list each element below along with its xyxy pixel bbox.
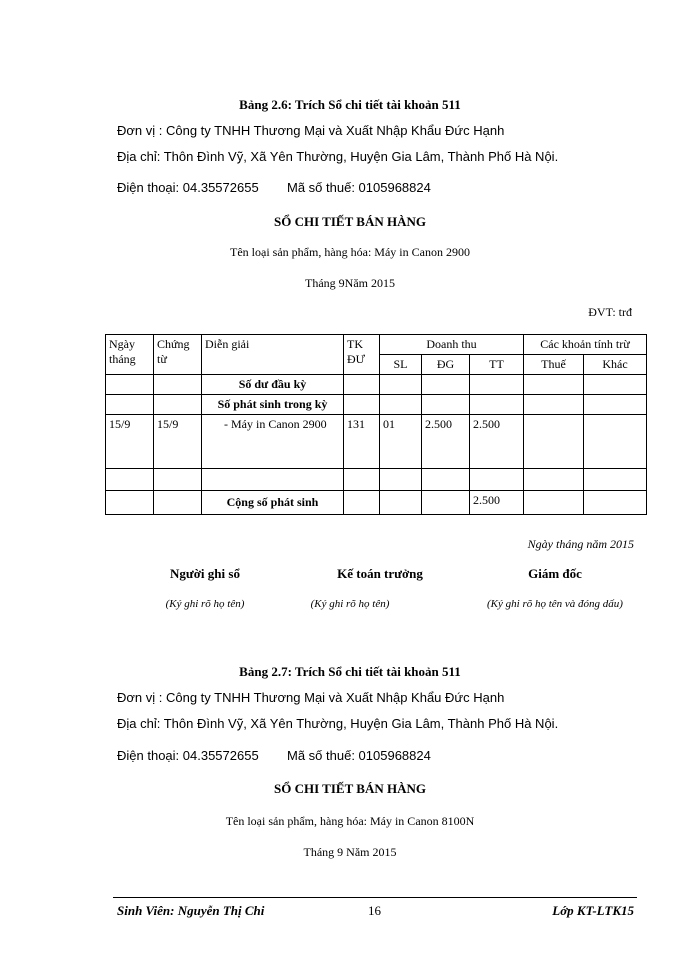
table-header-row bbox=[106, 335, 647, 355]
section1-product: Tên loại sản phẩm, hàng hóa: Máy in Canon 2900 bbox=[230, 245, 470, 259]
recorder-title: Người ghi sổ bbox=[170, 566, 240, 581]
row-doc: 15/9 bbox=[154, 415, 202, 469]
col-sl: SL bbox=[380, 355, 422, 375]
section1-month: Tháng 9Năm 2015 bbox=[305, 276, 395, 290]
table-total-row bbox=[106, 491, 647, 515]
row-date: 15/9 bbox=[106, 415, 154, 469]
section1-phone: Điện thoại: 04.35572655 bbox=[117, 180, 259, 195]
accountant-note: (Ký ghi rõ họ tên) bbox=[310, 598, 390, 610]
sales-ledger-table bbox=[105, 334, 647, 515]
section1-address: Địa chỉ: Thôn Đình Vỹ, Xã Yên Thường, Huyện Gia Lâm, Thành Phố Hà Nội. bbox=[117, 149, 559, 164]
director-title: Giám đốc bbox=[528, 566, 582, 581]
row-desc: - Máy in Canon 2900 bbox=[202, 415, 344, 469]
col-khac: Khác bbox=[584, 355, 647, 375]
section2-phone: Điện thoại: 04.35572655 bbox=[117, 748, 259, 763]
row-price: 2.500 bbox=[422, 415, 470, 469]
page-number: 16 bbox=[368, 903, 381, 918]
section2-month: Tháng 9 Năm 2015 bbox=[303, 845, 397, 859]
section2-address: Địa chỉ: Thôn Đình Vỹ, Xã Yên Thường, Huyện Gia Lâm, Thành Phố Hà Nội. bbox=[117, 716, 559, 731]
total-label: Cộng số phát sinh bbox=[202, 491, 344, 515]
row-total: 2.500 bbox=[470, 415, 524, 469]
table-row bbox=[106, 395, 647, 415]
recorder-note: (Ký ghi rõ họ tên) bbox=[165, 598, 245, 610]
col-tk: TK ĐƯ bbox=[344, 335, 380, 375]
table-row bbox=[106, 415, 647, 469]
table-row bbox=[106, 469, 647, 491]
col-chung-tu: Chứng từ bbox=[154, 335, 202, 375]
section2-unit: Đơn vị : Công ty TNHH Thương Mại và Xuất Nhập Khẩu Đức Hạnh bbox=[117, 690, 505, 705]
section1-unit: Đơn vị : Công ty TNHH Thương Mại và Xuất Nhập Khẩu Đức Hạnh bbox=[117, 123, 505, 138]
unit-measure: ĐVT: trđ bbox=[588, 305, 632, 319]
col-dg: ĐG bbox=[422, 355, 470, 375]
col-thue: Thuế bbox=[524, 355, 584, 375]
footer-student: Sinh Viên: Nguyễn Thị Chi bbox=[117, 903, 265, 918]
total-value: 2.500 bbox=[470, 491, 524, 515]
accountant-title: Kế toán trưởng bbox=[337, 566, 423, 581]
col-tt: TT bbox=[470, 355, 524, 375]
section2-book-title: SỔ CHI TIẾT BÁN HÀNG bbox=[274, 781, 426, 796]
opening-balance-label: Số dư đầu kỳ bbox=[202, 375, 344, 395]
row-qty: 01 bbox=[380, 415, 422, 469]
section1-book-title: SỔ CHI TIẾT BÁN HÀNG bbox=[274, 214, 426, 229]
section1-title: Bảng 2.6: Trích Sổ chi tiết tài khoản 511 bbox=[239, 97, 461, 112]
section2-product: Tên loại sản phẩm, hàng hóa: Máy in Canon 8100N bbox=[225, 814, 475, 828]
col-ngay: Ngày tháng bbox=[106, 335, 154, 375]
col-khoan-tru: Các khoản tính trừ bbox=[524, 335, 647, 355]
director-note: (Ký ghi rõ họ tên và đóng dấu) bbox=[487, 598, 623, 610]
date-line: Ngày tháng năm 2015 bbox=[527, 537, 634, 551]
footer-class: Lớp KT-LTK15 bbox=[552, 903, 634, 918]
section2-title: Bảng 2.7: Trích Sổ chi tiết tài khoản 511 bbox=[239, 664, 461, 679]
footer-divider bbox=[113, 897, 637, 898]
col-doanh-thu: Doanh thu bbox=[380, 335, 524, 355]
section2-tax: Mã số thuế: 0105968824 bbox=[287, 748, 431, 763]
row-account: 131 bbox=[344, 415, 380, 469]
col-dien-giai: Diễn giải bbox=[202, 335, 344, 375]
period-label: Số phát sinh trong kỳ bbox=[202, 395, 344, 415]
table-row bbox=[106, 375, 647, 395]
section1-tax: Mã số thuế: 0105968824 bbox=[287, 180, 431, 195]
